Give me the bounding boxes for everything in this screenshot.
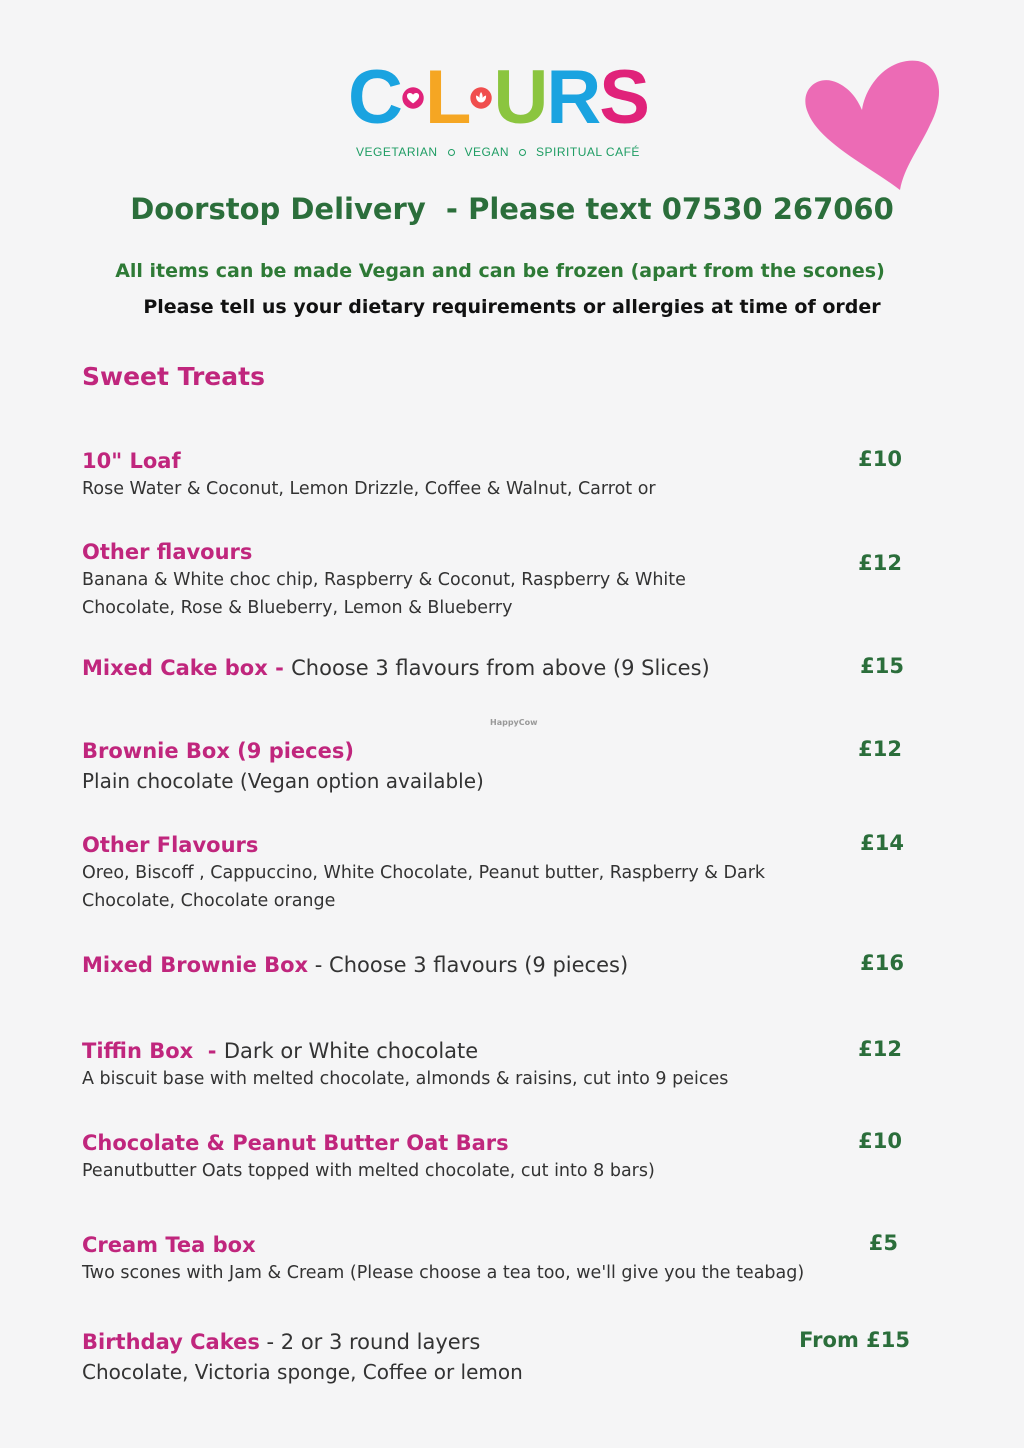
menu-item xyxy=(82,1129,912,1185)
item-price: £16 xyxy=(860,951,904,975)
item-price: From £15 xyxy=(799,1328,910,1352)
logo-letter-l: L xyxy=(424,55,470,140)
item-price: £12 xyxy=(858,1037,902,1061)
item-price: £14 xyxy=(860,831,904,855)
item-subtitle: 2 or 3 round layers xyxy=(280,1330,481,1354)
item-name: Cream Tea box xyxy=(82,1233,256,1257)
logo-letter-s: S xyxy=(599,55,648,140)
menu-item xyxy=(82,538,912,622)
item-dash: - xyxy=(193,1039,224,1063)
dietary-note: Please tell us your dietary requirements or allergies at time of order xyxy=(143,296,881,318)
logo-tagline xyxy=(348,145,648,159)
item-description: Oreo, Biscoff , Cappuccino, White Chocolate, Peanut butter, Raspberry & Dark Chocolate, Chocolate orange xyxy=(82,863,766,911)
item-price: £12 xyxy=(858,737,902,761)
tagline-vegetarian: VEGETARIAN xyxy=(356,145,438,159)
tagline-vegan: VEGAN xyxy=(464,145,510,159)
item-dash: - xyxy=(267,656,292,680)
lotus-o-icon xyxy=(470,65,492,131)
item-description: Banana & White choc chip, Raspberry & Coconut, Raspberry & White Chocolate, Rose & Blueberry, Lemon & Blueberry xyxy=(82,570,686,618)
menu-item xyxy=(82,447,912,503)
section-title: Sweet Treats xyxy=(82,362,265,391)
item-name: Chocolate & Peanut Butter Oat Bars xyxy=(82,1131,509,1155)
tagline-dot-icon xyxy=(519,149,526,156)
item-price: £5 xyxy=(868,1231,898,1255)
menu-item xyxy=(82,1328,912,1386)
item-name: Mixed Brownie Box xyxy=(82,953,309,977)
logo-letter-r: R xyxy=(546,55,600,140)
logo-letter-u: U xyxy=(493,55,547,140)
item-description: A biscuit base with melted chocolate, almonds & raisins, cut into 9 peices xyxy=(82,1069,729,1089)
tagline-dot-icon xyxy=(448,149,455,156)
delivery-heading: Doorstop Delivery - Please text 07530 267060 xyxy=(130,192,894,226)
vegan-note: All items can be made Vegan and can be frozen (apart from the scones) xyxy=(115,260,885,282)
item-dash: - xyxy=(259,1330,281,1354)
menu-item xyxy=(82,737,912,795)
menu-item xyxy=(82,831,912,915)
item-description: Rose Water & Coconut, Lemon Drizzle, Coffee & Walnut, Carrot or xyxy=(82,479,656,499)
item-description: Chocolate, Victoria sponge, Coffee or lemon xyxy=(82,1360,523,1384)
item-name: Other Flavours xyxy=(82,833,259,857)
item-dash: - xyxy=(308,953,330,977)
item-price: £15 xyxy=(860,654,904,678)
tagline-spiritual-cafe: SPIRITUAL CAFÉ xyxy=(536,145,640,159)
item-price: £10 xyxy=(858,447,902,471)
item-price: £12 xyxy=(858,551,902,575)
item-subtitle: Dark or White chocolate xyxy=(223,1039,479,1063)
item-name: Birthday Cakes xyxy=(82,1330,260,1354)
menu-item xyxy=(82,1037,912,1093)
menu-item xyxy=(82,654,912,682)
item-description: Peanutbutter Oats topped with melted chocolate, cut into 8 bars) xyxy=(82,1161,655,1181)
item-subtitle: Choose 3 flavours (9 pieces) xyxy=(329,953,629,977)
item-name: Brownie Box (9 pieces) xyxy=(82,739,354,763)
item-name: Tiffin Box xyxy=(82,1039,194,1063)
colours-logo xyxy=(348,55,648,140)
item-description: Plain chocolate (Vegan option available) xyxy=(82,769,484,793)
menu-item xyxy=(82,951,912,979)
heart-o-icon xyxy=(402,65,424,131)
item-name: 10" Loaf xyxy=(82,449,181,473)
item-description: Two scones with Jam & Cream (Please choose a tea too, we'll give you the teabag) xyxy=(82,1263,805,1283)
item-name: Other flavours xyxy=(82,540,253,564)
logo-letter-c: C xyxy=(348,55,401,140)
item-price: £10 xyxy=(858,1129,902,1153)
watermark: HappyCow xyxy=(490,718,538,727)
item-name: Mixed Cake box xyxy=(82,656,268,680)
pink-heart-icon xyxy=(800,55,945,195)
menu-item xyxy=(82,1231,912,1287)
item-subtitle: Choose 3 flavours from above (9 Slices) xyxy=(291,656,710,680)
